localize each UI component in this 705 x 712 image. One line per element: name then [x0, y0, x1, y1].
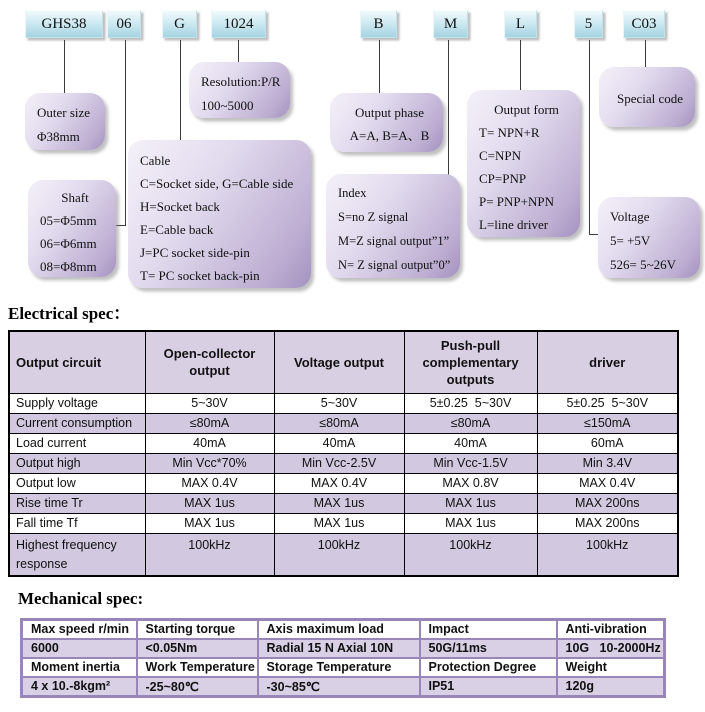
row-label: Output high — [9, 453, 145, 473]
row-value: 40mA — [404, 433, 537, 453]
callout-line: C=Socket side, G=Cable side — [140, 176, 294, 191]
connector-line-l — [520, 40, 521, 90]
row-value: 40mA — [274, 433, 404, 453]
mechanical-spec-heading: Mechanical spec: — [18, 589, 144, 608]
callout-line: Special code — [616, 91, 684, 106]
row-value: ≤80mA — [274, 413, 404, 433]
mechanical-cell: 120g — [557, 677, 665, 697]
callout-line: L=line driver — [479, 217, 549, 232]
connector-line-5 — [589, 40, 590, 234]
connector-line-06 — [125, 40, 126, 226]
callout-line: 100~5000 — [201, 98, 254, 113]
code-box-06: 06 — [107, 10, 141, 38]
electrical-spec-heading: Electrical spec： — [8, 304, 131, 323]
electrical-spec-table — [8, 330, 679, 577]
electrical-row — [9, 513, 678, 533]
callout-shaft — [28, 180, 116, 277]
callout-line: H=Socket back — [140, 199, 220, 214]
mechanical-cell: Axis maximum load — [258, 620, 420, 639]
col-header-voltage-output: Voltage output — [274, 331, 404, 393]
code-box-g: G — [162, 10, 197, 38]
mechanical-cell: -30~85℃ — [258, 677, 420, 697]
electrical-row — [9, 453, 678, 473]
electrical-row — [9, 533, 678, 576]
row-value: 5~30V — [274, 393, 404, 413]
electrical-row — [9, 433, 678, 453]
mechanical-cell: 10G 10-2000Hz — [557, 639, 665, 658]
mechanical-cell: Protection Degree — [420, 658, 557, 677]
callout-line: J=PC socket side-pin — [140, 245, 250, 260]
mechanical-cell: Radial 15 N Axial 10N — [258, 639, 420, 658]
callout-line: Output phase — [355, 105, 424, 120]
connector-line-m — [448, 40, 449, 175]
row-value: MAX 200ns — [537, 513, 678, 533]
mechanical-cell: 4 x 10.-8kgm² — [22, 677, 137, 697]
row-value: MAX 1us — [404, 513, 537, 533]
row-value: MAX 0.8V — [404, 473, 537, 493]
row-value: 100kHz — [274, 533, 404, 576]
callout-special-code — [599, 67, 695, 127]
row-value: 100kHz — [537, 533, 678, 576]
mechanical-cell: Max speed r/min — [22, 620, 137, 639]
callout-index — [326, 174, 460, 278]
row-value: MAX 0.4V — [274, 473, 404, 493]
mechanical-cell: Anti-vibration — [557, 620, 665, 639]
callout-line: Resolution:P/R — [201, 74, 281, 89]
connector-line-b — [379, 40, 380, 93]
mechanical-cell: Storage Temperature — [258, 658, 420, 677]
code-box-ghs38: GHS38 — [25, 10, 103, 38]
row-label: Rise time Tr — [9, 493, 145, 513]
row-value: 5~30V — [145, 393, 274, 413]
connector-line-1024 — [238, 40, 239, 63]
row-label: Current consumption — [9, 413, 145, 433]
callout-line: C=NPN — [479, 148, 522, 163]
mechanical-cell: -25~80℃ — [137, 677, 258, 697]
row-value: MAX 1us — [404, 493, 537, 513]
code-box-1024: 1024 — [211, 10, 266, 38]
code-box-b: B — [360, 10, 397, 38]
row-value: MAX 1us — [145, 493, 274, 513]
mechanical-value-row — [22, 677, 665, 697]
callout-line: S=no Z signal — [338, 210, 409, 224]
row-value: MAX 0.4V — [537, 473, 678, 493]
code-box-m: M — [433, 10, 468, 38]
col-header-open-collector-output: Open-collector output — [145, 331, 274, 393]
callout-line: Voltage — [610, 209, 650, 224]
row-label: Output low — [9, 473, 145, 493]
row-value: MAX 1us — [274, 493, 404, 513]
row-value: 40mA — [145, 433, 274, 453]
mechanical-cell: Starting torque — [137, 620, 258, 639]
callout-cable — [128, 140, 311, 288]
row-value: 5±0.25 5~30V — [537, 393, 678, 413]
electrical-header-row — [9, 331, 678, 393]
row-value: ≤150mA — [537, 413, 678, 433]
mechanical-cell: <0.05Nm — [137, 639, 258, 658]
callout-line: 08=Φ8mm — [40, 259, 97, 274]
row-value: ≤80mA — [145, 413, 274, 433]
row-value: 100kHz — [404, 533, 537, 576]
code-box-c03: C03 — [623, 10, 665, 38]
mechanical-cell: Impact — [420, 620, 557, 639]
callout-line: T= PC socket back-pin — [140, 268, 260, 283]
mechanical-label-row — [22, 658, 665, 677]
row-value: 60mA — [537, 433, 678, 453]
row-label: Load current — [9, 433, 145, 453]
mechanical-cell: IP51 — [420, 677, 557, 697]
row-value: Min Vcc-2.5V — [274, 453, 404, 473]
callout-line: 05=Φ5mm — [40, 213, 97, 228]
callout-outer-size — [25, 93, 105, 150]
mechanical-cell: 50G/11ms — [420, 639, 557, 658]
row-value: MAX 200ns — [537, 493, 678, 513]
mechanical-cell: Moment inertia — [22, 658, 137, 677]
callout-line: M=Z signal output”1” — [338, 234, 450, 248]
mechanical-cell: Weight — [557, 658, 665, 677]
mechanical-spec-table — [20, 618, 666, 698]
callout-resolution — [189, 62, 290, 118]
mechanical-value-row — [22, 639, 665, 658]
connector-line-c03 — [645, 40, 646, 67]
row-value: Min 3.4V — [537, 453, 678, 473]
callout-line: Shaft — [61, 190, 89, 205]
electrical-row — [9, 393, 678, 413]
row-label: Supply voltage — [9, 393, 145, 413]
mechanical-cell: Work Temperature — [137, 658, 258, 677]
callout-line: 5= +5V — [610, 233, 651, 248]
electrical-row — [9, 413, 678, 433]
row-value: 5±0.25 5~30V — [404, 393, 537, 413]
callout-line: N= Z signal output”0” — [338, 258, 451, 272]
code-box-5: 5 — [574, 10, 603, 38]
row-value: Min Vcc-1.5V — [404, 453, 537, 473]
callout-line: Φ38mm — [37, 129, 80, 144]
callout-line: 526= 5~26V — [610, 257, 677, 272]
callout-line: Cable — [140, 153, 171, 168]
row-label: Fall time Tf — [9, 513, 145, 533]
callout-line: Index — [338, 186, 367, 200]
callout-line: E=Cable back — [140, 222, 214, 237]
row-label: Highest frequency response — [9, 533, 145, 576]
callout-line: T= NPN+R — [479, 125, 540, 140]
connector-line-ghs38 — [64, 40, 65, 93]
callout-line: CP=PNP — [479, 171, 527, 186]
row-value: MAX 1us — [145, 513, 274, 533]
connector-elbow-06 — [115, 225, 126, 226]
col-header-output-circuit: Output circuit — [9, 331, 145, 393]
code-box-l: L — [504, 10, 537, 38]
callout-line: A=A, B=A、B — [349, 128, 430, 143]
row-value: Min Vcc*70% — [145, 453, 274, 473]
callout-output-form — [467, 90, 580, 237]
callout-output-phase — [330, 93, 443, 152]
callout-line: Outer size — [37, 105, 91, 120]
electrical-row — [9, 473, 678, 493]
mechanical-label-row — [22, 620, 665, 639]
connector-line-g — [180, 40, 181, 140]
row-value: MAX 0.4V — [145, 473, 274, 493]
col-header-driver: driver — [537, 331, 678, 393]
callout-line: 06=Φ6mm — [40, 236, 97, 251]
row-value: ≤80mA — [404, 413, 537, 433]
callout-line: P= PNP+NPN — [479, 194, 554, 209]
mechanical-cell: 6000 — [22, 639, 137, 658]
row-value: 100kHz — [145, 533, 274, 576]
col-header-push-pull-outputs: Push-pull complementary outputs — [404, 331, 537, 393]
electrical-row — [9, 493, 678, 513]
callout-voltage — [598, 197, 700, 278]
row-value: MAX 1us — [274, 513, 404, 533]
callout-line: Output form — [494, 102, 559, 117]
